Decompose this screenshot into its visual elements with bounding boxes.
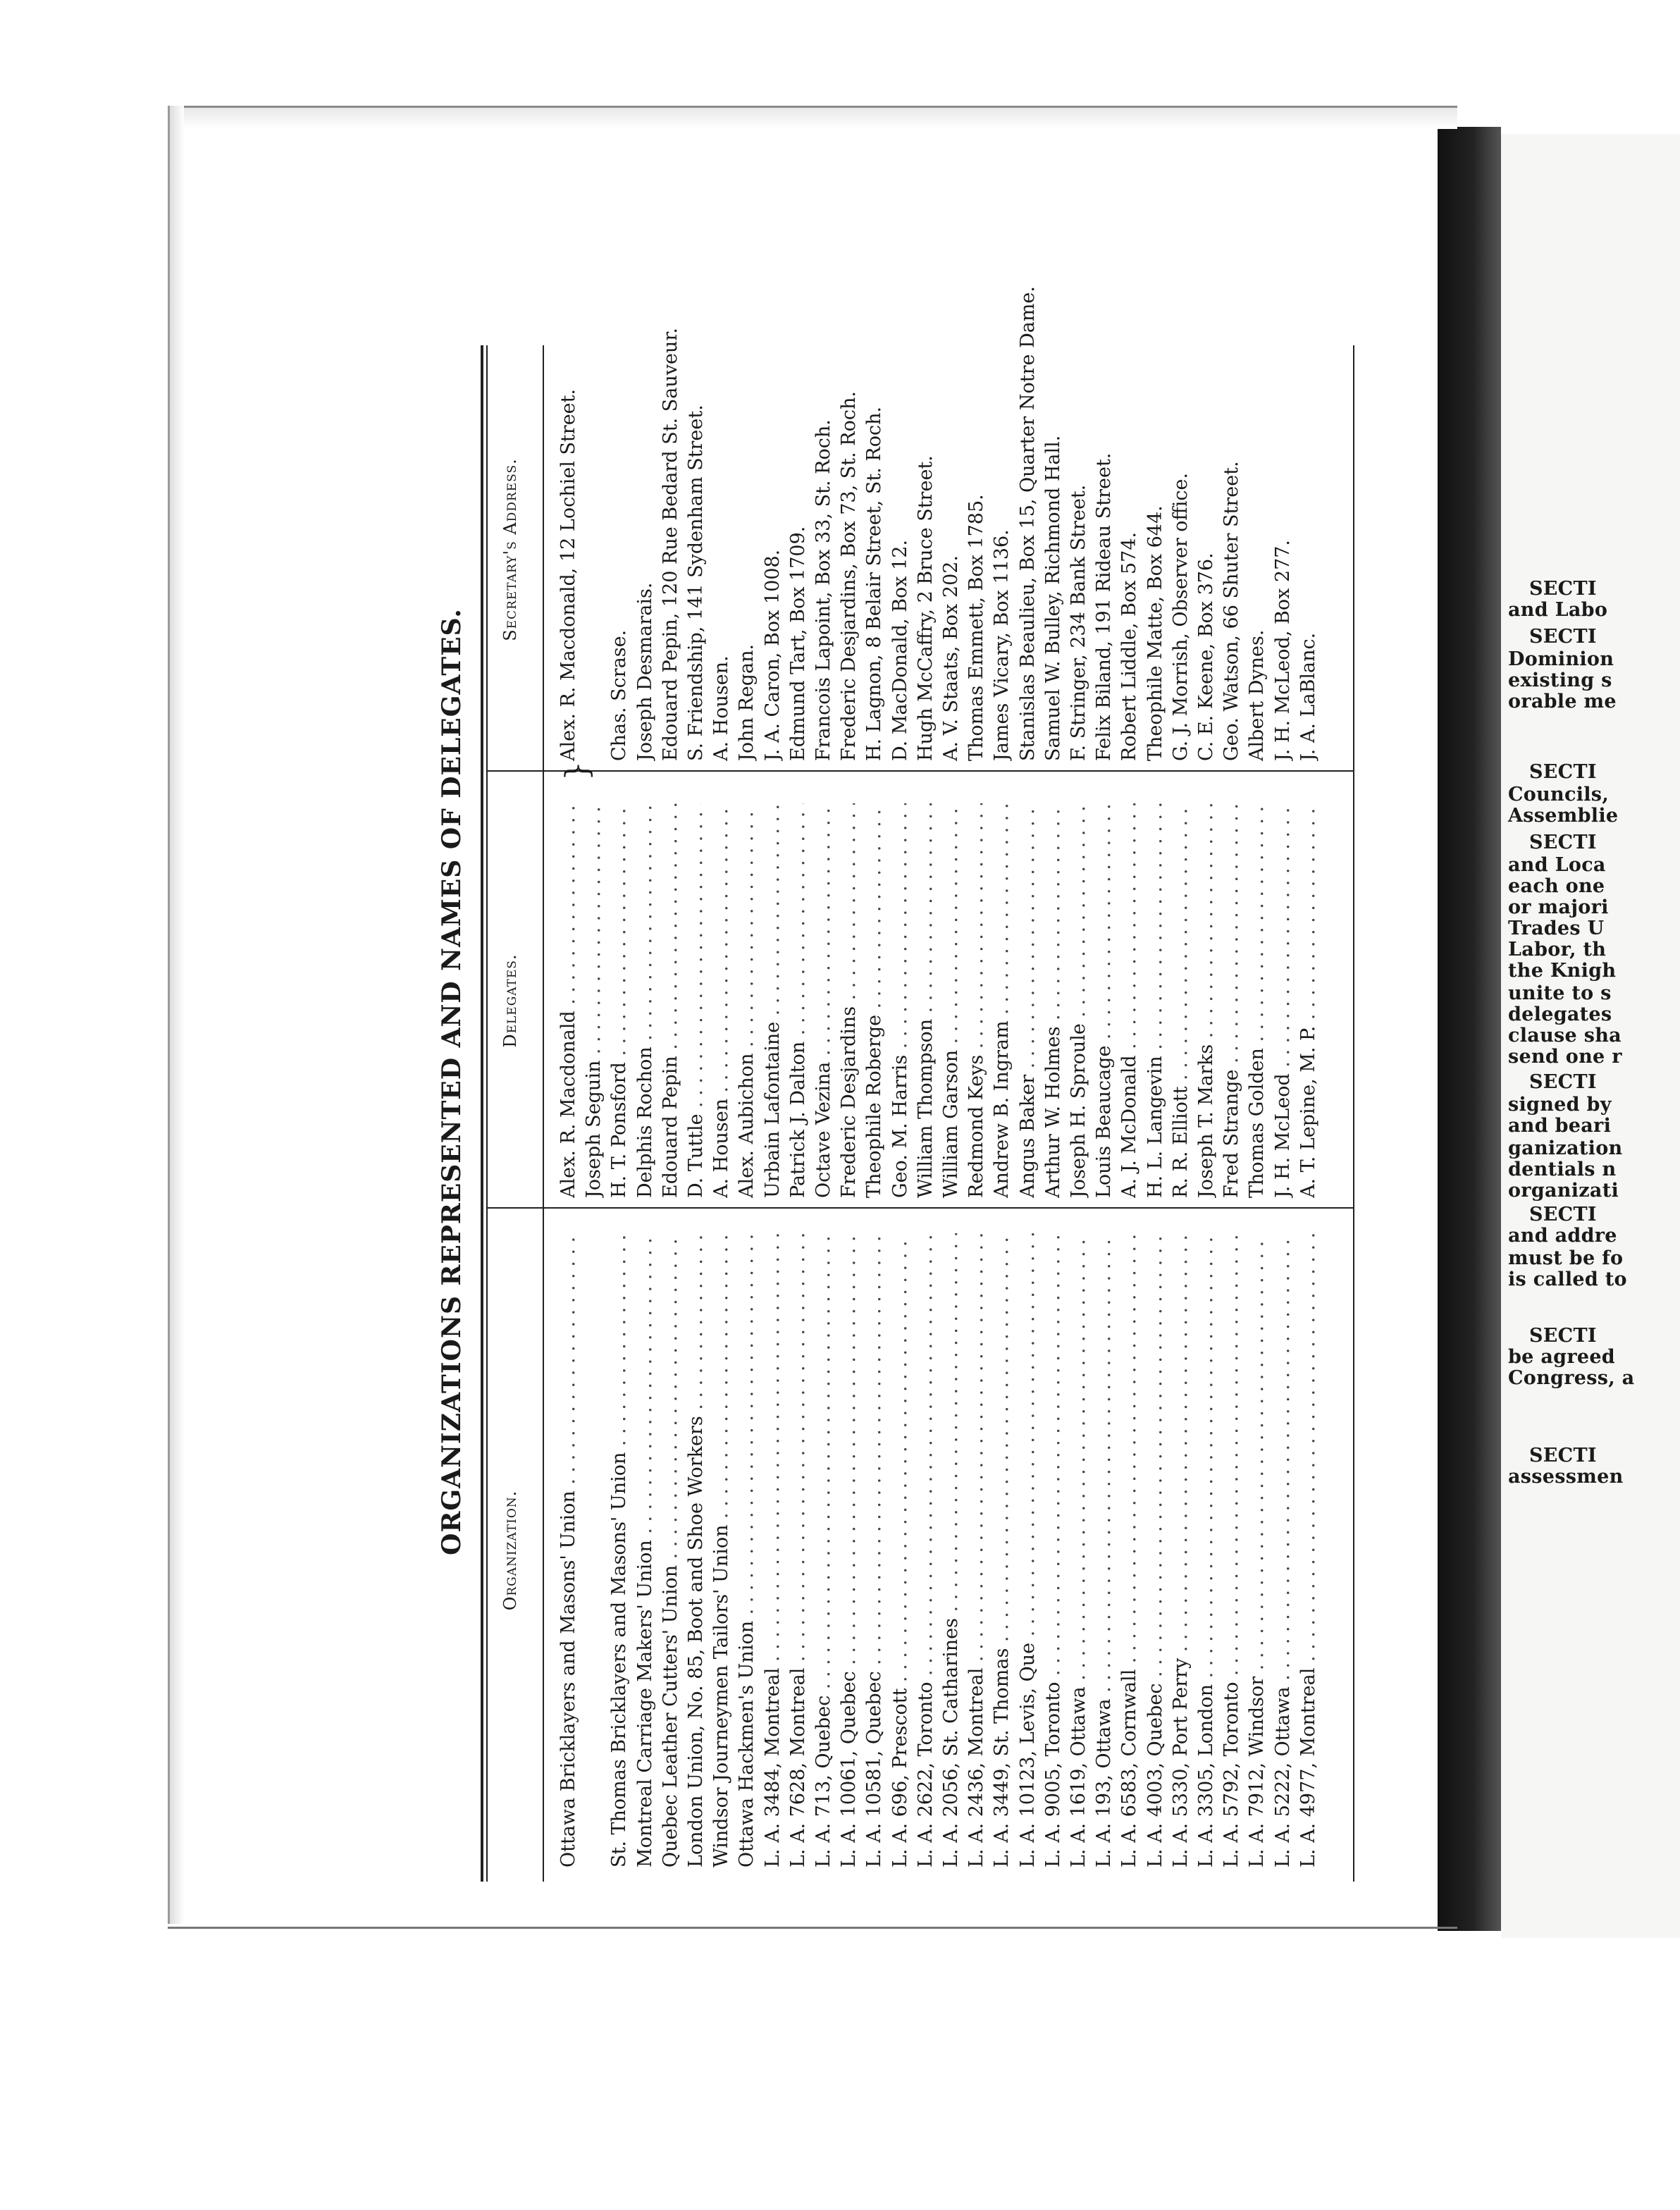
address-cell: Francois Lapoint, Box 33, St. Roch. — [813, 419, 834, 761]
delegate-cell: Patrick J. Dalton . . . — [786, 803, 810, 1198]
organization-cell: St. Thomas Bricklayers and Masons' Union . . . — [607, 1233, 631, 1868]
page-edge-top — [168, 106, 1457, 129]
address-cell: J. H. McLeod, Box 277. — [1271, 539, 1294, 761]
header-address: Secretary's Address. — [500, 458, 520, 641]
organization-cell: L. A. 4977, Montreal . . . — [1297, 1233, 1321, 1868]
address-cell: F. Stringer, 234 Bank Street. — [1068, 484, 1089, 761]
adjacent-page-line: must be fo — [1508, 1247, 1624, 1269]
table-row — [939, 317, 963, 1868]
adjacent-page-line: Dominion — [1508, 648, 1614, 670]
adjacent-page-line: organizati — [1508, 1180, 1619, 1202]
delegate-cell: William Garson . . . — [939, 803, 963, 1198]
table-top-rule-inner — [486, 345, 488, 1882]
address-cell: Albert Dynes. — [1246, 629, 1268, 761]
delegate-cell: Arthur W. Holmes . . . — [1042, 803, 1066, 1198]
table-row — [1245, 317, 1269, 1868]
adjacent-page-line: each one — [1508, 875, 1605, 897]
organization-cell: Montreal Carriage Makers' Union . . . — [634, 1233, 657, 1868]
table-row — [837, 317, 861, 1868]
adjacent-page-line: and addre — [1508, 1225, 1617, 1247]
address-cell: Joseph Desmarais. — [634, 582, 656, 761]
organization-cell: Ottawa Hackmen's Union . . . — [735, 1233, 759, 1868]
adjacent-page-line: SECTI — [1529, 1445, 1597, 1467]
adjacent-page-line: be agreed — [1508, 1346, 1615, 1368]
organization-cell: L. A. 7628, Montreal . . . — [786, 1233, 810, 1868]
adjacent-page-line: and Loca — [1508, 854, 1606, 876]
address-cell: Robert Liddle, Box 574. — [1118, 531, 1141, 761]
adjacent-page-line: the Knigh — [1508, 960, 1617, 982]
organization-cell: L. A. 5330, Port Perry . . . — [1169, 1233, 1193, 1868]
page-edge-left — [168, 106, 184, 1924]
address-cell: H. Lagnon, 8 Belair Street, St. Roch. — [863, 406, 886, 761]
page-gutter-shadow — [1438, 127, 1501, 1931]
delegate-cell: Geo. M. Harris . . . — [889, 803, 913, 1198]
organization-cell: L. A. 5222, Ottawa . . . — [1271, 1233, 1295, 1868]
adjacent-page-line: orable me — [1508, 691, 1617, 712]
table-row — [710, 317, 734, 1868]
address-cell: Frederic Desjardins, Box 73, St. Roch. — [838, 391, 860, 761]
adjacent-page-line: Congress, a — [1508, 1367, 1635, 1389]
delegate-cell: Theophile Roberge . . . — [863, 803, 887, 1198]
organization-cell: London Union, No. 85, Boot and Shoe Workers . . . — [684, 1233, 708, 1868]
table-row — [659, 317, 683, 1868]
address-cell: C. E. Keene, Box 376. — [1195, 552, 1217, 761]
organization-cell: L. A. 6583, Cornwall . . . — [1118, 1233, 1142, 1868]
table-top-rule — [481, 345, 483, 1882]
adjacent-page-line: SECTI — [1529, 1204, 1597, 1226]
table-row — [1118, 317, 1142, 1868]
adjacent-page — [1501, 134, 1680, 1938]
delegate-cell: Fred Strange . . . — [1220, 803, 1244, 1198]
table-row — [990, 317, 1014, 1868]
adjacent-page-line: unite to s — [1508, 982, 1612, 1004]
organization-cell: Windsor Journeymen Tailors' Union . . . — [710, 1233, 734, 1868]
adjacent-page-line: SECTI — [1529, 1071, 1597, 1093]
delegate-cell: Joseph T. Marks . . . — [1194, 803, 1218, 1198]
delegate-cell: H. T. Ponsford . . . — [607, 803, 631, 1198]
delegate-cell: J. H. McLeod . . . — [1271, 803, 1295, 1198]
adjacent-page-line: SECTI — [1529, 626, 1597, 648]
organization-cell: Ottawa Bricklayers and Masons' Union . . . — [557, 1233, 581, 1868]
adjacent-page-line: Trades U — [1508, 918, 1605, 939]
delegate-cell: R. R. Elliott . . . — [1169, 803, 1193, 1198]
table-row — [761, 317, 785, 1868]
header-organization: Organization. — [500, 1490, 520, 1611]
address-cell: Edmund Tart, Box 1709. — [786, 526, 809, 761]
delegate-cell: Angus Baker . . . — [1016, 803, 1040, 1198]
delegate-cell: Frederic Desjardins . . . — [837, 803, 861, 1198]
table-row — [965, 317, 989, 1868]
delegate-cell: Andrew B. Ingram . . . — [990, 803, 1014, 1198]
table-row — [735, 317, 759, 1868]
adjacent-page-line: or majori — [1508, 896, 1609, 918]
organization-cell: L. A. 3305, London . . . — [1194, 1233, 1218, 1868]
adjacent-page-line: Councils, — [1508, 784, 1610, 805]
delegate-cell: Alex. R. Macdonald . . . — [557, 803, 581, 1198]
address-cell: J. A. Caron, Box 1008. — [761, 549, 784, 761]
adjacent-page-line: and Labo — [1508, 599, 1608, 621]
table-row — [1042, 317, 1066, 1868]
table-row — [607, 317, 631, 1868]
table-row — [1297, 317, 1321, 1868]
delegate-cell: Delphis Rochon . . . — [634, 803, 657, 1198]
address-cell: D. MacDonald, Box 12. — [889, 539, 911, 761]
adjacent-page-line: dentials n — [1508, 1159, 1617, 1180]
table-row — [684, 317, 708, 1868]
table-row — [786, 317, 810, 1868]
adjacent-page-line: SECTI — [1529, 1325, 1597, 1347]
table-bottom-rule — [1353, 345, 1354, 1882]
table-row — [1067, 317, 1091, 1868]
address-cell: James Vicary, Box 1136. — [991, 529, 1013, 761]
table-row — [1194, 317, 1218, 1868]
adjacent-page-line: SECTI — [1529, 832, 1597, 853]
adjacent-page-line: existing s — [1508, 669, 1612, 691]
adjacent-page-line: is called to — [1508, 1268, 1627, 1290]
address-cell: Hugh McCaffry, 2 Bruce Street. — [914, 455, 937, 761]
organization-cell: L. A. 1619, Ottawa . . . — [1067, 1233, 1091, 1868]
table-row — [634, 317, 657, 1868]
table-row — [1144, 317, 1168, 1868]
address-cell: G. J. Morrish, Observer office. — [1169, 472, 1192, 761]
organization-cell: L. A. 10061, Quebec . . . — [837, 1233, 861, 1868]
address-cell: Alex. R. Macdonald, 12 Lochiel Street. — [557, 388, 579, 761]
page-edge-bottom — [168, 1917, 1457, 1929]
address-cell: J. A. LaBlanc. — [1297, 632, 1319, 761]
organization-cell: L. A. 9005, Toronto . . . — [1042, 1233, 1066, 1868]
delegate-cell: A. J. McDonald . . . — [1118, 803, 1142, 1198]
delegate-cell: H. L. Langevin . . . — [1144, 803, 1168, 1198]
adjacent-page-line: send one r — [1508, 1046, 1622, 1068]
table-row — [1092, 317, 1116, 1868]
table-row — [1016, 286, 1040, 1868]
adjacent-page-line: clause sha — [1508, 1025, 1622, 1047]
organization-cell: L. A. 713, Quebec . . . — [812, 1233, 836, 1868]
delegate-cell: Alex. Aubichon . . . — [735, 803, 759, 1198]
header-bottom-rule — [543, 345, 544, 1882]
organization-cell: L. A. 696, Prescott . . . — [889, 1233, 913, 1868]
delegate-cell: Urbain Lafontaine . . . — [761, 803, 785, 1198]
organization-cell: L. A. 2056, St. Catharines . . . — [939, 1233, 963, 1868]
adjacent-page-line: and beari — [1508, 1115, 1612, 1137]
organization-cell: L. A. 2622, Toronto . . . — [914, 1233, 938, 1868]
adjacent-page-line: Assemblie — [1508, 805, 1619, 827]
address-cell: Thomas Emmett, Box 1785. — [965, 494, 988, 761]
adjacent-page-line: SECTI — [1529, 761, 1597, 783]
header-delegates: Delegates. — [500, 953, 520, 1048]
organization-cell: Quebec Leather Cutters' Union . . . — [659, 1233, 683, 1868]
address-cell: Chas. Scrase. — [608, 629, 631, 761]
adjacent-page-line: Labor, th — [1508, 939, 1607, 961]
delegate-cell: Louis Beaucage . . . — [1092, 803, 1116, 1198]
adjacent-page-line: delegates — [1508, 1004, 1612, 1025]
table-row — [1220, 317, 1244, 1868]
address-cell: A. Housen. — [710, 655, 733, 761]
delegate-cell: A. Housen . . . — [710, 803, 734, 1198]
table-row — [889, 317, 913, 1868]
table-row — [914, 317, 938, 1868]
delegate-cell: Redmond Keys . . . — [965, 803, 989, 1198]
table-row — [1169, 317, 1193, 1868]
delegate-cell: D. Tuttle . . . — [684, 803, 708, 1198]
delegate-cell: Joseph H. Sproule . . . — [1067, 803, 1091, 1198]
organization-cell: L. A. 193, Ottawa . . . — [1092, 1233, 1116, 1868]
table-title: ORGANIZATIONS REPRESENTED AND NAMES OF DELEGATES. — [437, 608, 467, 1555]
organization-cell: L. A. 10123, Levis, Que . . . — [1016, 1233, 1040, 1868]
organization-cell: L. A. 5792, Toronto . . . — [1220, 1233, 1244, 1868]
address-cell: Stanislas Beaulieu, Box 15, Quarter Notre Dame. — [1016, 286, 1039, 761]
organization-cell: L. A. 7912, Windsor . . . — [1245, 1233, 1269, 1868]
address-cell: Geo. Watson, 66 Shuter Street. — [1221, 461, 1243, 761]
organization-cell: L. A. 10581, Quebec . . . — [863, 1233, 887, 1868]
adjacent-page-line: signed by — [1508, 1094, 1612, 1116]
delegate-cell: Joseph Seguin . . . — [582, 803, 606, 1198]
delegate-cell: William Thompson . . . — [914, 803, 938, 1198]
address-cell: Felix Biland, 191 Rideau Street. — [1093, 452, 1116, 761]
address-cell: Theophile Matte, Box 644. — [1144, 505, 1166, 761]
delegate-cell: Edouard Pepin . . . — [659, 803, 683, 1198]
table-row — [582, 317, 606, 1868]
organization-cell: L. A. 2436, Montreal . . . — [965, 1233, 989, 1868]
address-cell: A. V. Staats, Box 202. — [940, 555, 962, 761]
delegate-cell: A. T. Lepine, M. P. . . . — [1297, 803, 1321, 1198]
organization-cell: L. A. 3484, Montreal . . . — [761, 1233, 785, 1868]
table-row — [812, 317, 836, 1868]
address-cell: Edouard Pepin, 120 Rue Bedard St. Sauveur. — [659, 328, 681, 761]
rotated-table-block — [437, 261, 1367, 1903]
adjacent-page-line: ganization — [1508, 1137, 1623, 1159]
address-cell: Samuel W. Bulley, Richmond Hall. — [1042, 435, 1064, 761]
organization-cell: L. A. 3449, St. Thomas . . . — [990, 1233, 1014, 1868]
delegate-cell: Thomas Golden . . . — [1245, 803, 1269, 1198]
address-cell: John Regan. — [736, 643, 758, 761]
organization-cell: L. A. 4003, Quebec . . . — [1144, 1233, 1168, 1868]
grouping-brace: } — [560, 761, 595, 781]
table-row — [1271, 317, 1295, 1868]
table-row — [863, 317, 887, 1868]
adjacent-page-line: SECTI — [1529, 578, 1597, 600]
delegate-cell: Octave Vezina . . . — [812, 803, 836, 1198]
address-cell: S. Friendship, 141 Sydenham Street. — [685, 405, 707, 761]
adjacent-page-line: assessmen — [1508, 1466, 1624, 1488]
